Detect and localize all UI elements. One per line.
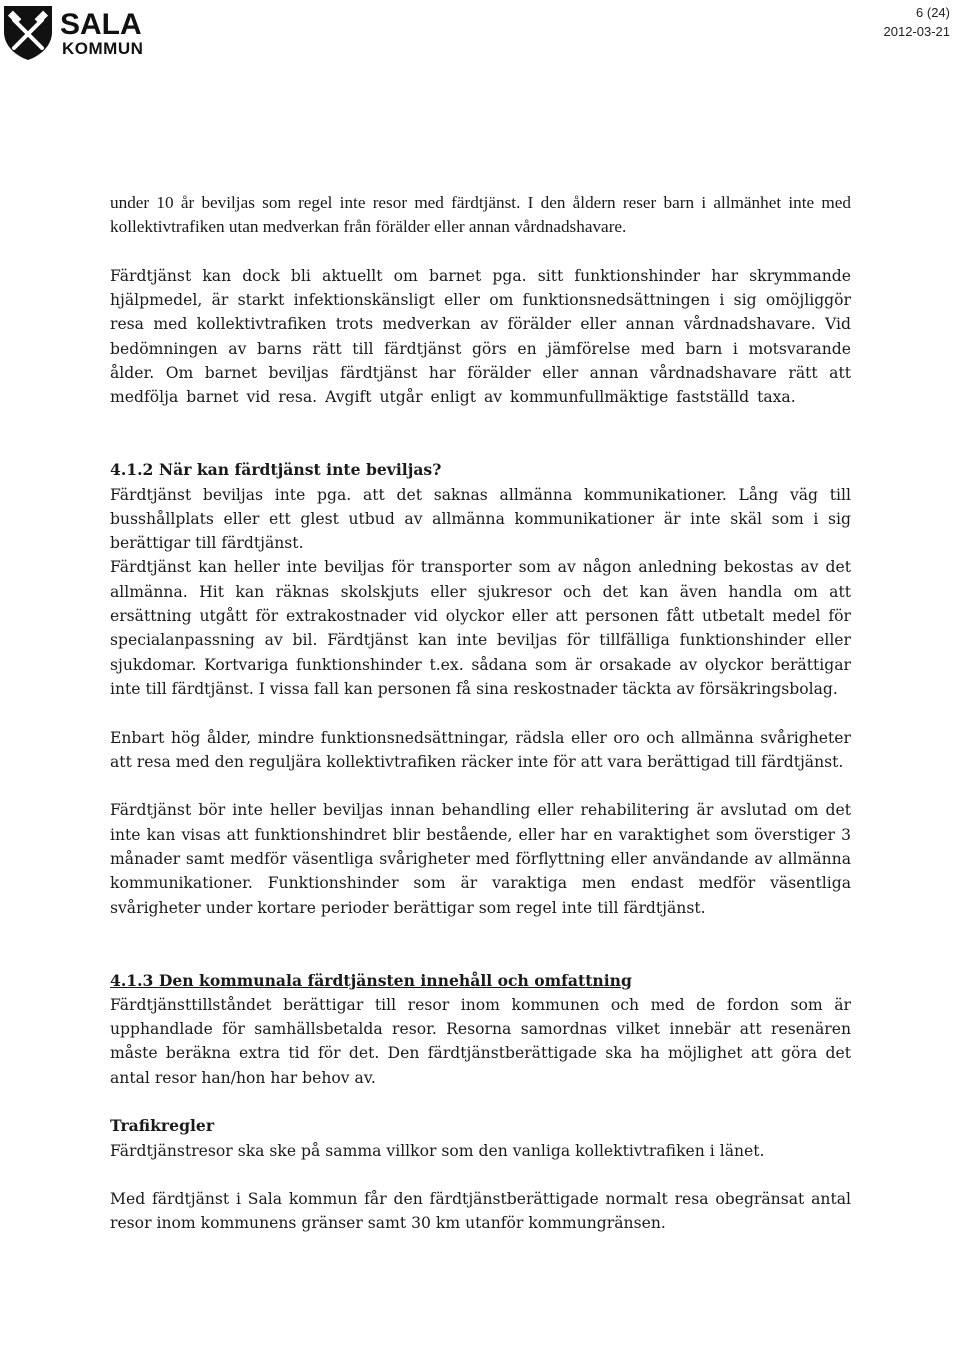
paragraph-public-funded-transport: Färdtjänst kan heller inte beviljas för transporter som av någon anledning bekostas av det allmänna. Hit kan räknas skolskjuts eller sjukresor och det kan även handla om att ersättning utgått för extrakostnader vid olyckor eller att personen fått utbetalt medel för specialanpassning av bil. Färdtjänst kan inte beviljas för tillfälliga funktionshinder eller sjukdomar. Kortvariga funktionshinder t.ex. sådana som är orsakade av olyckor berättigar inte till färdtjänst. I vissa fall kan personen få sina reskostnader täckta av försäkringsbolag.	[110, 558, 851, 698]
paragraph-age-reasons: Enbart hög ålder, mindre funktionsnedsättningar, rädsla eller oro och allmänna svårigheter att resa med den reguljära kollektivtrafiken räcker inte för att vara berättigad till färdtjänst.	[110, 728, 851, 771]
paragraph-children-under-10: under 10 år beviljas som regel inte resor med färdtjänst. I den åldern reser barn i allmänhet inte med kollektivtrafiken utan medverkan från förälder eller annan vårdnadshavare.	[110, 193, 851, 237]
paragraph-traffic-rules: Färdtjänstresor ska ske på samma villkor som den vanliga kollektivtrafiken i länet.	[110, 1141, 765, 1160]
paragraph-travel-area: Med färdtjänst i Sala kommun får den färdtjänstberättigade normalt resa obegränsat antal resor inom kommunens gränser samt 30 km utanför kommungränsen.	[110, 1190, 851, 1233]
paragraph-no-public-transport: Färdtjänst beviljas inte pga. att det saknas allmänna kommunikationer. Lång väg till busshållplats eller ett glest utbud av allmänna kommunikationer är inte skäl som i sig berättigar till färdtjänst.	[110, 485, 851, 553]
heading-4-1-3-text: 4.1.3 Den kommunala färdtjänsten innehåll och omfattning	[110, 970, 632, 990]
document-body	[110, 191, 851, 1236]
paragraph-children-exceptions: Färdtjänst kan dock bli aktuellt om barnet pga. sitt funktionshinder har skrymmande hjälpmedel, är starkt infektionskänsligt eller om funktionsnedsättningen i sig omöjliggör resa med kollektivtrafiken trots medverkan av förälder eller annan vårdnadshavare. Vid bedömningen av barns rätt till färdtjänst görs en jämförelse med barn i motsvarande ålder. Om barnet beviljas färdtjänst har förälder eller annan vårdnadshavare rätt att medfölja barnet vid resa. Avgift utgår enligt av kommunfullmäktige fastställd taxa.	[110, 266, 851, 407]
paragraph-rehabilitation: Färdtjänst bör inte heller beviljas innan behandling eller rehabilitering är avslutad om det inte kan visas att funktionshindret blir bestående, eller har en varaktighet som överstiger 3 månader samt medför väsentliga svårigheter med förflyttning eller användande av allmänna kommunikationer. Funktionshinder som är varaktiga men endast medför väsentliga svårigheter under kortare perioder berättigar som regel inte till färdtjänst.	[110, 801, 851, 917]
heading-4-1-3	[110, 969, 851, 993]
page-meta	[884, 3, 951, 41]
logo-word-sala: SALA	[60, 8, 142, 41]
logo-graphic	[2, 2, 152, 62]
logo-word-kommun: KOMMUN	[62, 39, 144, 58]
heading-traffic-rules: Trafikregler	[110, 1116, 215, 1136]
sala-kommun-logo	[2, 2, 152, 62]
paragraph-permit-scope: Färdtjänsttillståndet berättigar till resor inom kommunen och med de fordon som är upphandlade för samhällsbetalda resor. Resorna samordnas vilket innebär att resenären måste beräkna extra tid för det. Den färdtjänstberättigade ska ha möjlighet att göra det antal resor han/hon har behov av.	[110, 995, 851, 1087]
document-date: 2012-03-21	[883, 24, 950, 39]
heading-4-1-2: 4.1.2 När kan färdtjänst inte beviljas?	[110, 460, 442, 480]
page-number: 6 (24)	[916, 5, 950, 20]
